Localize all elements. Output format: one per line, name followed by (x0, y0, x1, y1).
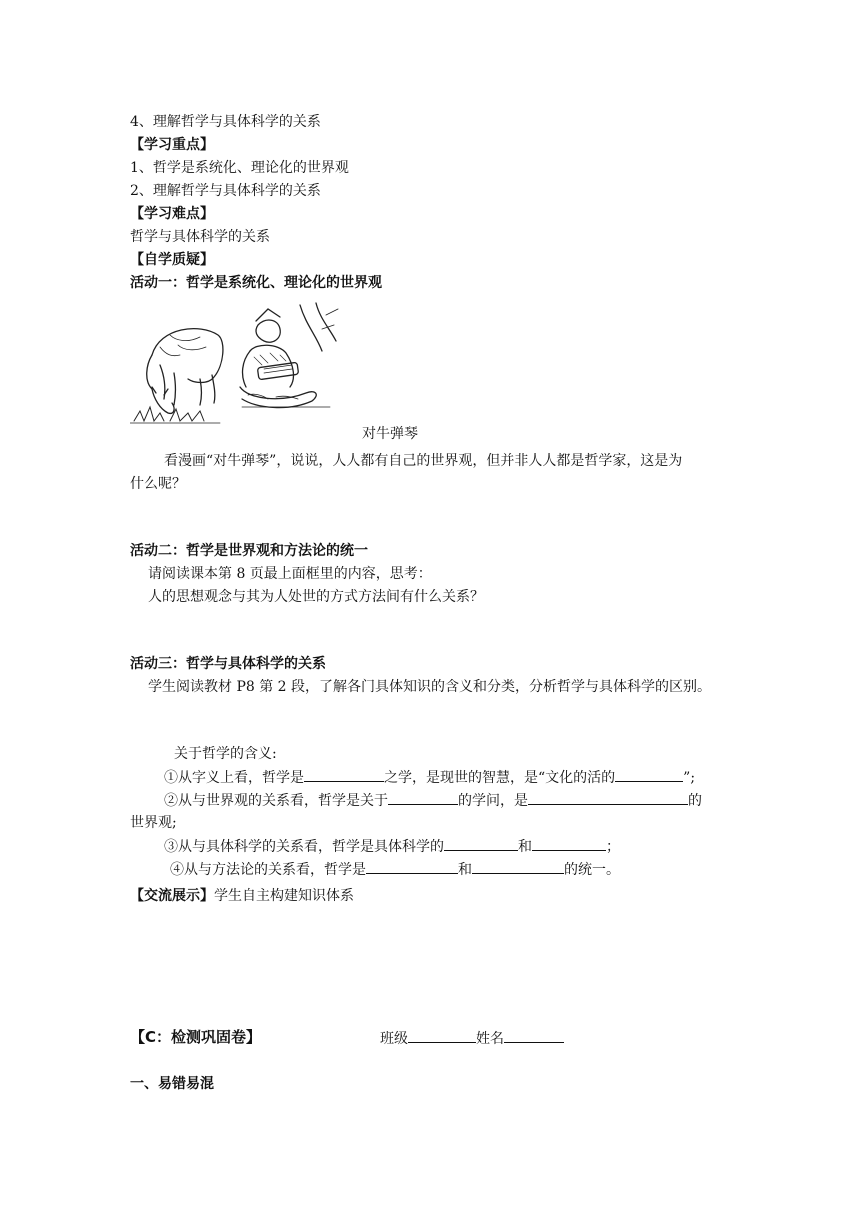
objective-item-4: 4、理解哲学与具体科学的关系 (130, 114, 321, 130)
meaning-line2 (164, 790, 702, 811)
name-blank[interactable] (504, 1028, 564, 1043)
activity2-line1: 请阅读课本第 8 页最上面框里的内容，思考： (148, 566, 432, 582)
meaning-line3-part3: ； (606, 839, 620, 855)
section-c-title: 【C：检测巩固卷】 (130, 1028, 262, 1046)
meaning-line4-part1: ④从与方法论的关系看，哲学是 (170, 862, 366, 878)
activity1-title: 活动一：哲学是系统化、理论化的世界观 (130, 275, 382, 291)
activity3-title: 活动三：哲学与具体科学的关系 (130, 656, 326, 672)
difficulties-heading: 【学习难点】 (130, 206, 214, 222)
meaning-line1-part3: ”; (683, 770, 696, 786)
class-label: 班级 (380, 1031, 408, 1047)
blank-field[interactable] (388, 790, 458, 805)
blank-field[interactable] (532, 836, 606, 851)
meaning-heading: 关于哲学的含义: (174, 746, 277, 762)
activity2-title: 活动二：哲学是世界观和方法论的统一 (130, 543, 368, 559)
activity1-question-line2: 什么呢？ (130, 476, 186, 492)
exchange-line (130, 886, 354, 906)
activity2-line2: 人的思想观念与其为人处世的方式方法间有什么关系？ (148, 589, 484, 605)
key-point-1: 1、哲学是系统化、理论化的世界观 (130, 160, 349, 176)
key-points-heading: 【学习重点】 (130, 137, 214, 153)
blank-field[interactable] (472, 859, 564, 874)
meaning-line1-part2: 之学，是现世的智慧，是“文化的活的 (384, 770, 616, 786)
meaning-line2-part1: ②从与世界观的关系看，哲学是关于 (164, 793, 388, 809)
meaning-line4 (170, 859, 620, 880)
blank-field[interactable] (528, 790, 688, 805)
meaning-line4-part3: 的统一。 (564, 862, 620, 878)
meaning-line2-part2: 的学问，是 (458, 793, 528, 809)
name-label: 姓名 (476, 1031, 504, 1047)
blank-field[interactable] (304, 767, 384, 782)
key-point-2: 2、理解哲学与具体科学的关系 (130, 183, 321, 199)
blank-field[interactable] (444, 836, 518, 851)
cartoon-caption: 对牛弹琴 (362, 426, 418, 442)
meaning-line2-part3: 的 (688, 793, 702, 809)
blank-field[interactable] (615, 767, 683, 782)
part1-title: 一、易错易混 (130, 1076, 214, 1092)
meaning-line4-part2: 和 (458, 862, 472, 878)
class-blank[interactable] (408, 1028, 476, 1043)
class-name-fields (380, 1028, 564, 1049)
self-study-heading: 【自学质疑】 (130, 252, 214, 268)
meaning-line1-part1: ①从字义上看，哲学是 (164, 770, 304, 786)
difficulties-text: 哲学与具体科学的关系 (130, 229, 270, 245)
meaning-line2-cont: 世界观; (130, 815, 177, 831)
cow-lute-illustration (130, 295, 342, 427)
activity1-question-line1: 看漫画“对牛弹琴”，说说，人人都有自己的世界观，但并非人人都是哲学家，这是为 (164, 453, 683, 469)
meaning-line3-part2: 和 (518, 839, 532, 855)
meaning-line3 (164, 836, 620, 857)
exchange-text: 学生自主构建知识体系 (214, 888, 354, 904)
blank-field[interactable] (366, 859, 458, 874)
meaning-line3-part1: ③从与具体科学的关系看，哲学是具体科学的 (164, 839, 444, 855)
meaning-line1 (164, 767, 695, 788)
activity3-line1: 学生阅读教材 P8 第 2 段，了解各门具体知识的含义和分类，分析哲学与具体科学的区别。 (148, 679, 712, 695)
exchange-heading: 【交流展示】 (130, 888, 214, 904)
